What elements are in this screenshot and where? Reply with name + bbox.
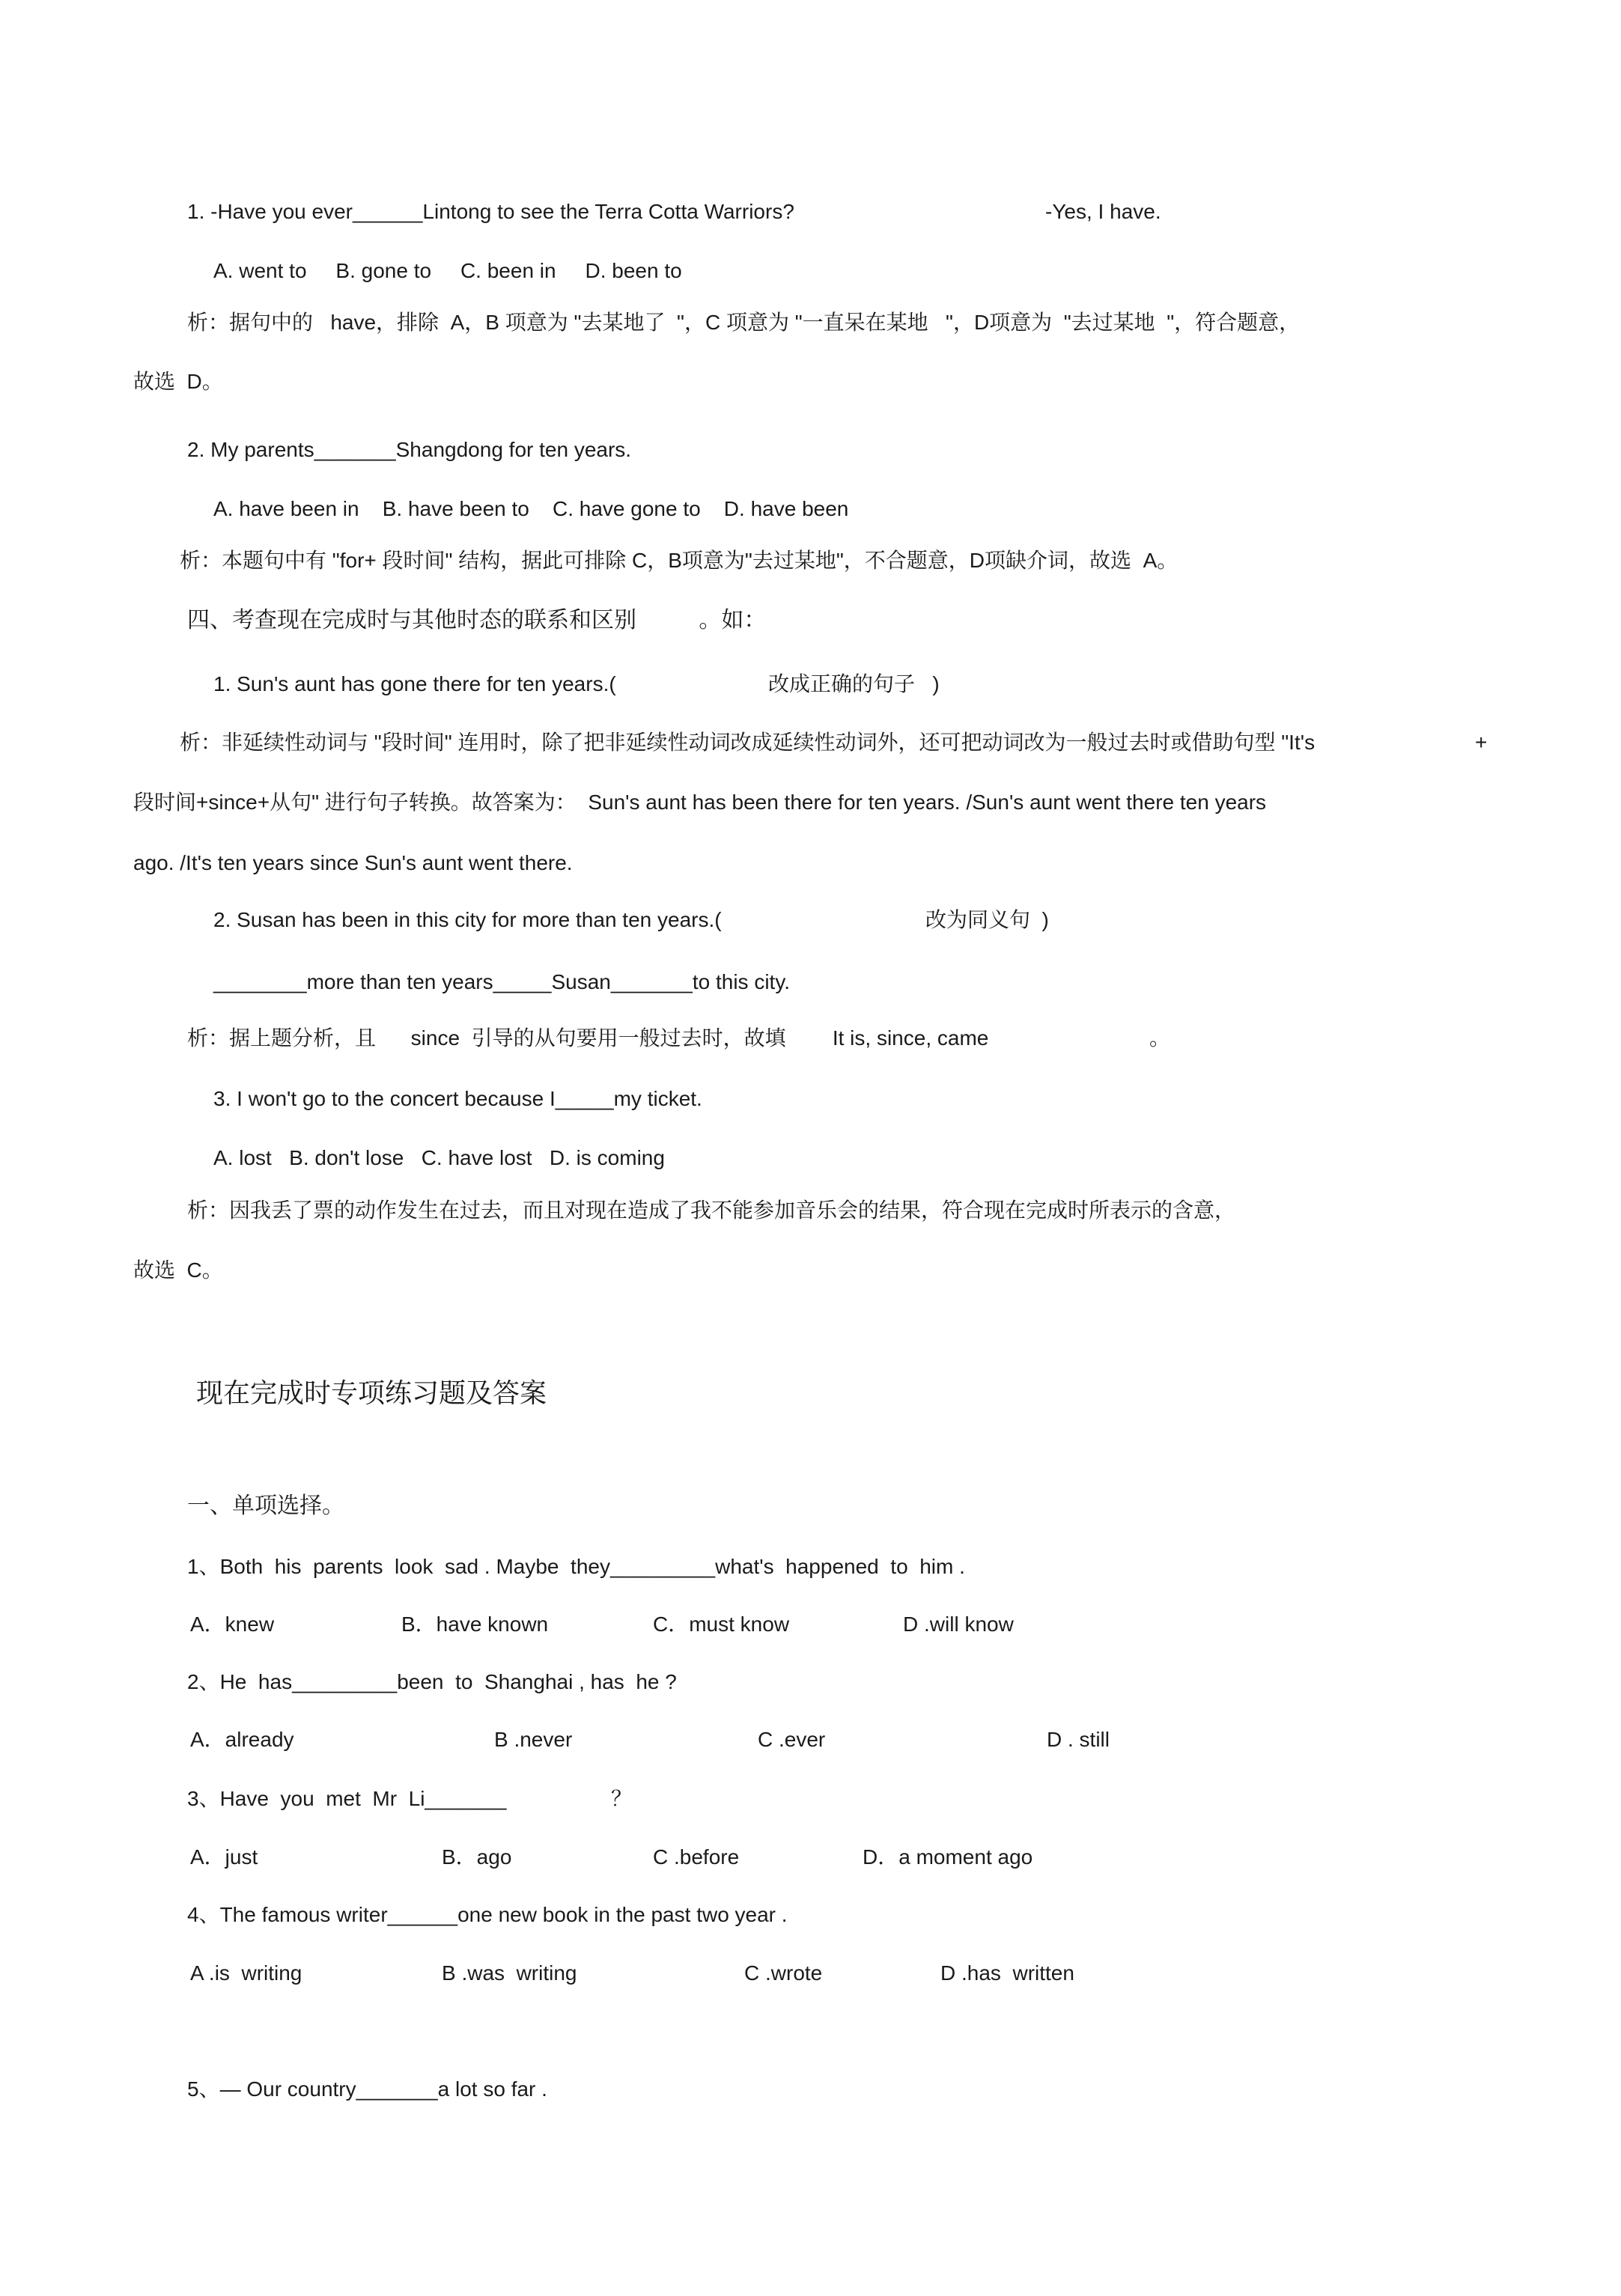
- mc3-option-c: C .before: [653, 1845, 740, 1869]
- ex1-stem: 1. Sun's aunt has gone there for ten years.(: [213, 672, 616, 695]
- mc3-option-a: A．just: [190, 1845, 258, 1869]
- ex3-answer: 故选 C。: [133, 1258, 223, 1282]
- ex1-analysis-cont: 段时间+since+从句" 进行句子转换。故答案为： Sun's aunt has been there for ten years. /Sun's aunt went there ten years: [133, 791, 1267, 814]
- ex2-instruction: 改为同义句 ): [925, 908, 1049, 931]
- mc4-stem: 4、The famous writer______one new book in the past two year .: [187, 1903, 788, 1926]
- q2-analysis: 析：本题句中有 "for+ 段时间" 结构，据此可排除 C，B项意为"去过某地"，不合题意，D项缺介词，故选 A。: [180, 549, 1179, 572]
- mc4-option-b: B .was writing: [442, 1961, 577, 1985]
- ex2-blanks: ________more than ten years_____Susan_______to this city.: [213, 970, 791, 993]
- ex2-stem: 2. Susan has been in this city for more than ten years.(: [213, 908, 722, 931]
- q2-options: A. have been in B. have been to C. have gone to D. have been: [213, 497, 849, 520]
- mc1-stem: 1、Both his parents look sad . Maybe they_________what's happened to him .: [187, 1555, 965, 1578]
- ex2-analysis-end: 。: [1149, 1026, 1171, 1050]
- mc2-option-a: A．already: [190, 1728, 294, 1751]
- q1-options: A. went to B. gone to C. been in D. been to: [213, 259, 682, 282]
- mc2-option-c: C .ever: [758, 1728, 826, 1751]
- mc3-option-b: B．ago: [442, 1845, 512, 1869]
- ex3-stem: 3. I won't go to the concert because I_____my ticket.: [213, 1087, 702, 1110]
- mc4-option-a: A .is writing: [190, 1961, 302, 1985]
- ex3-analysis: 析：因我丢了票的动作发生在过去，而且对现在造成了我不能参加音乐会的结果，符合现在完成时所表示的含意，: [187, 1199, 1236, 1222]
- mc3-option-d: D．a moment ago: [863, 1845, 1033, 1869]
- mc1-option-a: A．knew: [190, 1613, 275, 1636]
- page-title: 现在完成时专项练习题及答案: [196, 1377, 547, 1408]
- mc1-option-d: D .will know: [903, 1613, 1014, 1636]
- mc2-stem: 2、He has_________been to Shanghai , has he ?: [187, 1670, 677, 1693]
- ex1-instruction: 改成正确的句子 ): [768, 672, 940, 695]
- q1-analysis: 析：据句中的 have，排除 A，B 项意为 "去某地了 "，C 项意为 "一直呆在某地 "，D项意为 "去过某地 "，符合题意，: [187, 311, 1301, 334]
- mc3-stem: 3、Have you met Mr Li_______: [187, 1787, 507, 1810]
- ex3-options: A. lost B. don't lose C. have lost D. is coming: [213, 1146, 665, 1169]
- q1-stem: 1. -Have you ever______Lintong to see the Terra Cotta Warriors?: [187, 200, 794, 223]
- mc2-option-d: D . still: [1047, 1728, 1110, 1751]
- ex1-analysis-end: ago. /It's ten years since Sun's aunt went there.: [133, 851, 573, 874]
- mc2-option-b: B .never: [494, 1728, 573, 1751]
- mc4-option-d: D .has written: [940, 1961, 1074, 1985]
- mc3-question-mark: ？: [611, 1787, 633, 1810]
- section-one-heading: 一、单项选择。: [187, 1493, 344, 1518]
- q1-response: -Yes, I have.: [1045, 200, 1161, 223]
- mc5-stem: 5、— Our country_______a lot so far .: [187, 2077, 547, 2101]
- mc4-option-c: C .wrote: [744, 1961, 823, 1985]
- ex1-analysis-plus: +: [1475, 731, 1488, 754]
- section-four-heading: 四、考查现在完成时与其他时态的联系和区别 。如：: [187, 608, 767, 633]
- q1-answer: 故选 D。: [133, 370, 223, 393]
- mc1-option-c: C．must know: [653, 1613, 790, 1636]
- mc1-option-b: B．have known: [401, 1613, 549, 1636]
- q2-stem: 2. My parents_______Shangdong for ten years.: [187, 438, 632, 461]
- ex1-analysis: 析：非延续性动词与 "段时间" 连用时，除了把非延续性动词改成延续性动词外，还可把动词改为一般过去时或借助句型 "It's: [180, 731, 1316, 754]
- ex2-analysis: 析：据上题分析，且 since 引导的从句要用一般过去时，故填 It is, since, came: [187, 1026, 989, 1050]
